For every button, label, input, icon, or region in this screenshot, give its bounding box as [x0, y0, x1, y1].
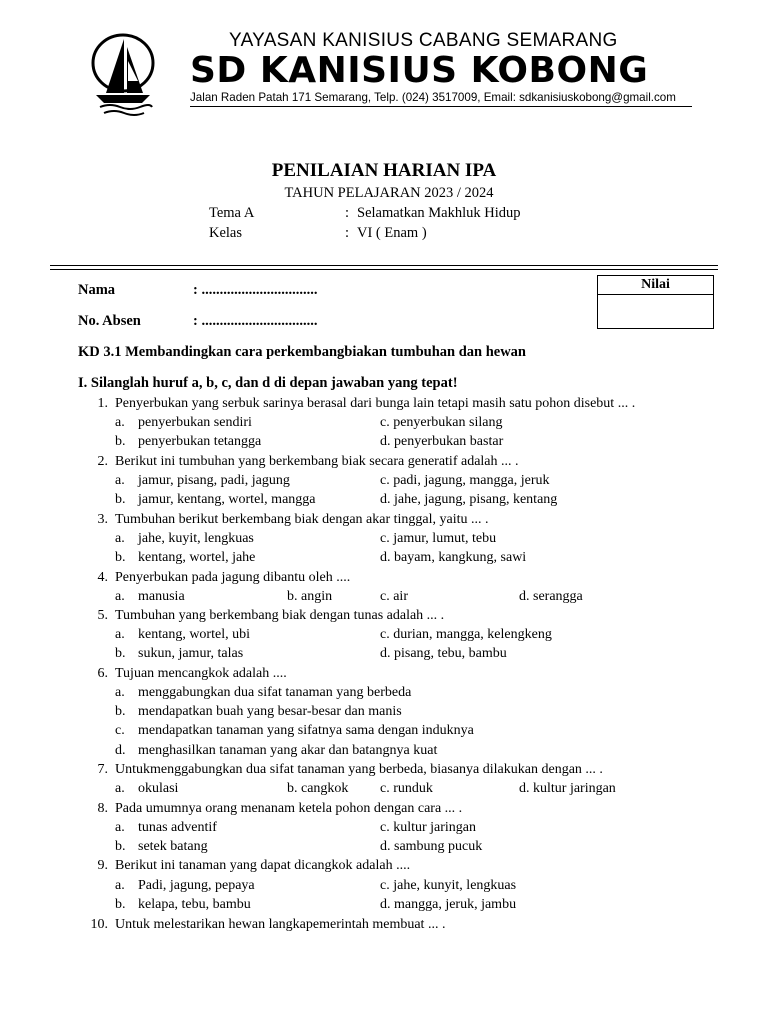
- question-text: Tumbuhan berikut berkembang biak dengan akar tinggal, yaitu ... .: [115, 512, 489, 527]
- theme-label: Tema A: [209, 205, 255, 221]
- question-number: 3.: [97, 512, 108, 527]
- option-letter-b: b.: [115, 492, 126, 507]
- option-c[interactable]: c. jahe, kunyit, lengkuas: [380, 878, 517, 893]
- option-letter-a: a.: [115, 627, 125, 642]
- option-b[interactable]: mendapatkan buah yang besar-besar dan manis: [138, 704, 402, 719]
- option-d[interactable]: d. sambung pucuk: [380, 839, 483, 854]
- option-d[interactable]: d. jahe, jagung, pisang, kentang: [380, 492, 558, 507]
- option-c[interactable]: c. runduk: [380, 781, 433, 796]
- option-letter-a: a.: [115, 415, 125, 430]
- option-a[interactable]: jahe, kuyit, lengkuas: [138, 531, 254, 546]
- question-number: 10.: [90, 917, 108, 932]
- score-box[interactable]: [597, 275, 714, 329]
- option-c[interactable]: c. durian, mangga, kelengkeng: [380, 627, 552, 642]
- option-c[interactable]: c. padi, jagung, mangga, jeruk: [380, 473, 550, 488]
- score-label: Nilai: [598, 276, 713, 295]
- absen-label: No. Absen: [78, 313, 141, 329]
- option-letter-a: a.: [115, 878, 125, 893]
- option-letter-d: d.: [115, 743, 126, 758]
- option-b[interactable]: penyerbukan tetangga: [138, 434, 262, 449]
- option-a[interactable]: okulasi: [138, 781, 179, 796]
- question-number: 5.: [97, 608, 108, 623]
- option-d[interactable]: d. penyerbukan bastar: [380, 434, 504, 449]
- option-a[interactable]: Padi, jagung, pepaya: [138, 878, 255, 893]
- option-c[interactable]: c. kultur jaringan: [380, 820, 477, 835]
- sailboat-logo-icon: [88, 33, 158, 117]
- option-c[interactable]: c. air: [380, 589, 408, 604]
- option-letter-b: b.: [115, 897, 126, 912]
- question-text: Penyerbukan yang serbuk sarinya berasal dari bunga lain tetapi masih satu pohon disebut ... .: [115, 396, 636, 411]
- option-d[interactable]: d. kultur jaringan: [519, 781, 616, 796]
- option-d[interactable]: d. bayam, kangkung, sawi: [380, 550, 527, 565]
- option-letter-b: b.: [115, 550, 126, 565]
- question-number: 6.: [97, 666, 108, 681]
- class-value: VI ( Enam ): [357, 225, 427, 241]
- option-letter-a: a.: [115, 531, 125, 546]
- option-letter-a: a.: [115, 685, 125, 700]
- header-divider-top: [50, 265, 718, 266]
- class-label: Kelas: [209, 225, 243, 241]
- option-letter-a: a.: [115, 820, 125, 835]
- absen-field[interactable]: : ................................: [193, 313, 318, 329]
- question-number: 7.: [97, 762, 108, 777]
- option-c[interactable]: c. penyerbukan silang: [380, 415, 503, 430]
- question-text: Untuk melestarikan hewan langkapemerintah membuat ... .: [115, 917, 446, 932]
- question-text: Tumbuhan yang berkembang biak dengan tunas adalah ... .: [115, 608, 445, 623]
- option-a[interactable]: tunas adventif: [138, 820, 217, 835]
- option-letter-b: b.: [115, 704, 126, 719]
- option-d[interactable]: menghasilkan tanaman yang akar dan batangnya kuat: [138, 743, 438, 758]
- option-c[interactable]: mendapatkan tanaman yang sifatnya sama dengan induknya: [138, 723, 474, 738]
- header-divider-bottom: [50, 269, 718, 270]
- question-text: Tujuan mencangkok adalah ....: [115, 666, 287, 681]
- option-letter-b: b.: [115, 434, 126, 449]
- question-text: Berikut ini tanaman yang dapat dicangkok adalah ....: [115, 858, 411, 873]
- option-d[interactable]: d. serangga: [519, 589, 583, 604]
- option-d[interactable]: d. mangga, jeruk, jambu: [380, 897, 517, 912]
- option-d[interactable]: d. pisang, tebu, bambu: [380, 646, 507, 661]
- name-field[interactable]: : ................................: [193, 282, 318, 298]
- question-text: Penyerbukan pada jagung dibantu oleh ....: [115, 570, 351, 585]
- option-c[interactable]: c. jamur, lumut, tebu: [380, 531, 497, 546]
- exam-title: PENILAIAN HARIAN IPA: [271, 160, 497, 181]
- question-number: 9.: [97, 858, 108, 873]
- theme-value: Selamatkan Makhluk Hidup: [357, 205, 521, 221]
- question-number: 8.: [97, 801, 108, 816]
- option-letter-a: a.: [115, 589, 125, 604]
- option-b[interactable]: setek batang: [138, 839, 208, 854]
- option-b[interactable]: kelapa, tebu, bambu: [138, 897, 251, 912]
- school-name: SD KANISIUS KOBONG: [190, 50, 649, 91]
- option-b[interactable]: sukun, jamur, talas: [138, 646, 244, 661]
- school-address: Jalan Raden Patah 171 Semarang, Telp. (024) 3517009, Email: sdkanisiuskobong@gmail.com: [190, 91, 676, 104]
- option-a[interactable]: kentang, wortel, ubi: [138, 627, 250, 642]
- academic-year: TAHUN PELAJARAN 2023 / 2024: [284, 185, 494, 201]
- option-a[interactable]: jamur, pisang, padi, jagung: [138, 473, 290, 488]
- name-label: Nama: [78, 282, 116, 298]
- option-b[interactable]: b. angin: [287, 589, 333, 604]
- option-letter-b: b.: [115, 646, 126, 661]
- organization-name: YAYASAN KANISIUS CABANG SEMARANG: [229, 30, 618, 51]
- question-number: 1.: [97, 396, 108, 411]
- question-number: 4.: [97, 570, 108, 585]
- kd-statement: KD 3.1 Membandingkan cara perkembangbiakan tumbuhan dan hewan: [78, 344, 526, 360]
- letterhead-divider: [190, 106, 692, 107]
- option-a[interactable]: menggabungkan dua sifat tanaman yang berbeda: [138, 685, 412, 700]
- option-a[interactable]: manusia: [138, 589, 185, 604]
- option-b[interactable]: jamur, kentang, wortel, mangga: [138, 492, 316, 507]
- theme-colon: :: [345, 205, 350, 221]
- question-text: Untukmenggabungkan dua sifat tanaman yang berbeda, biasanya dilakukan dengan ... .: [115, 762, 603, 777]
- question-number: 2.: [97, 454, 108, 469]
- class-colon: :: [345, 225, 350, 241]
- question-text: Berikut ini tumbuhan yang berkembang biak secara generatif adalah ... .: [115, 454, 519, 469]
- option-letter-c: c.: [115, 723, 125, 738]
- option-letter-a: a.: [115, 473, 125, 488]
- option-letter-b: b.: [115, 839, 126, 854]
- option-b[interactable]: b. cangkok: [287, 781, 349, 796]
- option-b[interactable]: kentang, wortel, jahe: [138, 550, 256, 565]
- section-instruction: I. Silanglah huruf a, b, c, dan d di depan jawaban yang tepat!: [78, 375, 458, 391]
- question-text: Pada umumnya orang menanam ketela pohon dengan cara ... .: [115, 801, 463, 816]
- option-letter-a: a.: [115, 781, 125, 796]
- option-a[interactable]: penyerbukan sendiri: [138, 415, 252, 430]
